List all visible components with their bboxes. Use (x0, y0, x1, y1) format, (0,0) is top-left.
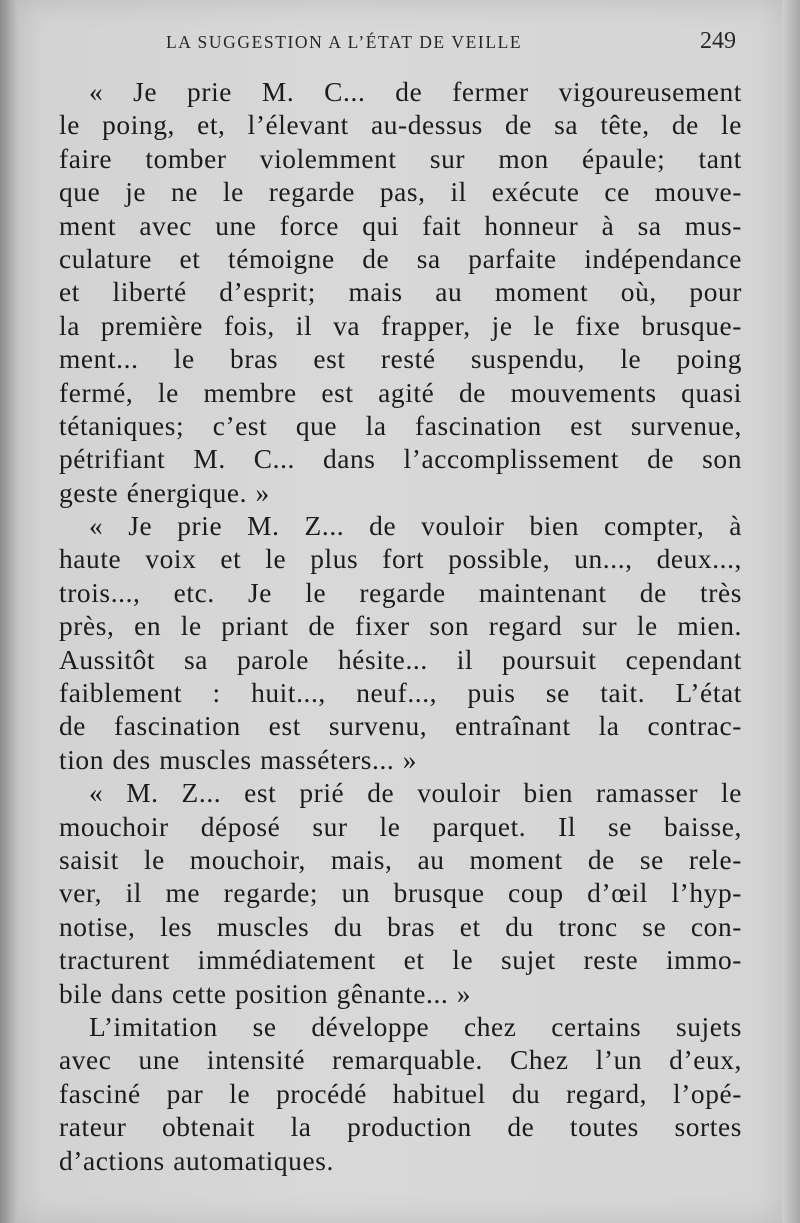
page-left-edge (0, 0, 18, 1223)
text-line: tracturent immédiatement et le sujet reste immo- (59, 945, 742, 976)
text-line: près, en le priant de fixer son regard sur le mien. (59, 611, 742, 642)
text-line: d’actions automatiques. (59, 1145, 334, 1176)
text-line: notise, les muscles du bras et du tronc se con- (59, 911, 742, 942)
text-line: fasciné par le procédé habituel du regard, l’opé- (59, 1078, 742, 1109)
text-line: mouchoir déposé sur le parquet. Il se baisse, (59, 811, 742, 842)
text-line: avec une intensité remarquable. Chez l’un d’eux, (59, 1045, 742, 1076)
text-line: que je ne le regarde pas, il exécute ce mouve- (59, 177, 742, 208)
text-line: Aussitôt sa parole hésite... il poursuit cependant (59, 644, 742, 675)
text-line: saisit le mouchoir, mais, au moment de se rele- (59, 844, 742, 875)
text-line: faiblement : huit..., neuf..., puis se tait. L’état (59, 678, 742, 709)
text-line: la première fois, il va frapper, je le fixe brusque- (59, 310, 742, 341)
text-line: « M. Z... est prié de vouloir bien ramasser le (89, 778, 742, 809)
text-line: tétaniques; c’est que la fascination est survenue, (59, 410, 742, 441)
text-line: L’imitation se développe chez certains sujets (89, 1011, 742, 1042)
text-line: trois..., etc. Je le regarde maintenant de très (59, 577, 742, 608)
text-line: faire tomber violemment sur mon épaule; tant (59, 143, 742, 174)
text-line: le poing, et, l’élevant au-dessus de sa tête, de le (59, 110, 742, 141)
text-line: ver, il me regarde; un brusque coup d’œil l’hyp- (59, 878, 742, 909)
page-number: 249 (700, 28, 736, 54)
text-line: pétrifiant M. C... dans l’accomplissement de son (59, 444, 742, 475)
text-line: ment... le bras est resté suspendu, le poing (59, 344, 742, 375)
text-line: de fascination est survenu, entraînant la contrac- (59, 711, 742, 742)
text-line: ment avec une force qui fait honneur à sa mus- (59, 210, 742, 241)
text-line: fermé, le membre est agité de mouvements quasi (59, 377, 742, 408)
text-line: haute voix et le plus fort possible, un..., deux..., (59, 544, 742, 575)
text-line: « Je prie M. C... de fermer vigoureusement (89, 77, 742, 107)
text-line: tion des muscles masséters... » (59, 744, 418, 775)
text-line: « Je prie M. Z... de vouloir bien compter, à (89, 511, 742, 542)
text-line: geste énergique. » (59, 477, 270, 508)
text-line: bile dans cette position gênante... » (59, 978, 472, 1009)
running-head-title: LA SUGGESTION A L’ÉTAT DE VEILLE (166, 32, 523, 52)
page-right-edge (782, 0, 800, 1223)
text-line: rateur obtenait la production de toutes sortes (59, 1112, 742, 1143)
text-line: et liberté d’esprit; mais au moment où, pour (59, 277, 742, 308)
body-text (59, 76, 742, 1178)
text-line: culature et témoigne de sa parfaite indépendance (59, 243, 742, 274)
